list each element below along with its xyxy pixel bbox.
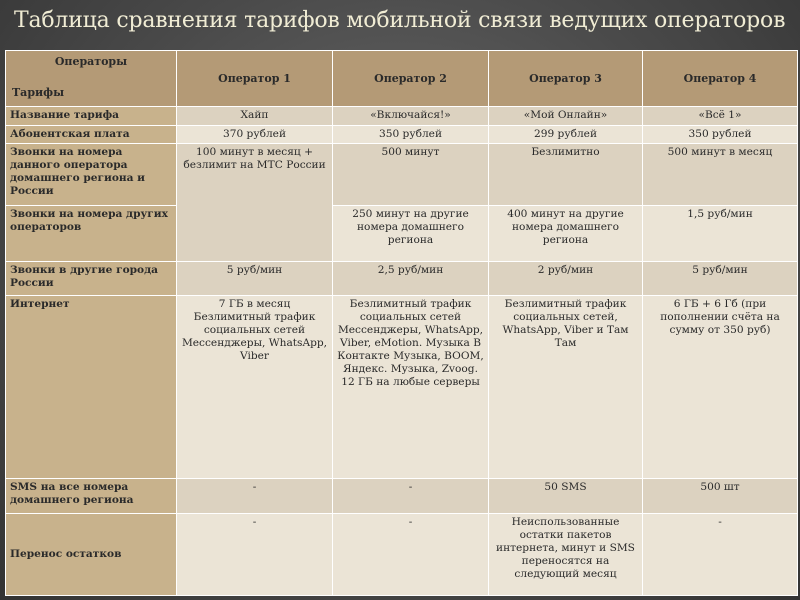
table-cell: 6 ГБ + 6 Гб (при пополнении счёта на сумму от 350 руб) — [643, 296, 798, 479]
page-title: Таблица сравнения тарифов мобильной связи ведущих операторов — [14, 8, 786, 33]
table-cell: 500 минут — [333, 144, 489, 206]
table-cell: «Всё 1» — [643, 107, 798, 126]
row-label: Название тарифа — [6, 107, 177, 126]
table-cell: 400 минут на другие номера домашнего региона — [489, 206, 643, 262]
table-cell: Неиспользованные остатки пакетов интернета, минут и SMS переносятся на следующий месяц — [489, 514, 643, 596]
tariffs-label: Тарифы — [12, 86, 65, 99]
table-cell: 370 рублей — [177, 126, 333, 144]
table-cell: 7 ГБ в месяц Безлимитный трафик социальных сетей Мессенджеры, WhatsApp, Viber — [177, 296, 333, 479]
table-cell: 250 минут на другие номера домашнего региона — [333, 206, 489, 262]
operators-label: Операторы — [54, 55, 128, 68]
table-row — [6, 296, 798, 479]
table-row — [6, 107, 798, 126]
table-cell: 1,5 руб/мин — [643, 206, 798, 262]
table-cell: - — [333, 479, 489, 514]
table-cell: - — [333, 514, 489, 596]
table-cell: 2 руб/мин — [489, 262, 643, 296]
table-cell: 5 руб/мин — [177, 262, 333, 296]
table-cell: 350 рублей — [333, 126, 489, 144]
row-label: Абонентская плата — [6, 126, 177, 144]
table-cell: 5 руб/мин — [643, 262, 798, 296]
table-row — [6, 126, 798, 144]
row-label: Перенос остатков — [6, 514, 177, 596]
operator-header: Оператор 4 — [643, 51, 798, 107]
row-label: Звонки на номера других операторов — [6, 206, 177, 262]
table-cell: - — [177, 479, 333, 514]
row-label: Звонки на номера данного оператора домашнего региона и России — [6, 144, 177, 206]
table-cell: - — [643, 514, 798, 596]
tariff-comparison-table — [5, 50, 798, 596]
corner-cell — [6, 51, 177, 107]
table-cell: 2,5 руб/мин — [333, 262, 489, 296]
table-header-row — [6, 51, 798, 107]
table-cell: Безлимитно — [489, 144, 643, 206]
table-cell: Безлимитный трафик социальных сетей Мессенджеры, WhatsApp, Viber, eMotion. Музыка В Контакте Музыка, BOOM, Яндекс. Музыка, Zvoog. 12 ГБ на любые серверы — [333, 296, 489, 479]
table-cell: - — [177, 514, 333, 596]
table-row — [6, 514, 798, 596]
table-row — [6, 144, 798, 206]
table-cell: 350 рублей — [643, 126, 798, 144]
table-cell: 100 минут в месяц + безлимит на МТС России — [177, 144, 333, 262]
operator-header: Оператор 1 — [177, 51, 333, 107]
table-cell: 500 шт — [643, 479, 798, 514]
table-cell: «Включайся!» — [333, 107, 489, 126]
table-cell: 50 SMS — [489, 479, 643, 514]
row-label: SMS на все номера домашнего региона — [6, 479, 177, 514]
operator-header: Оператор 3 — [489, 51, 643, 107]
table-cell: 299 рублей — [489, 126, 643, 144]
table-cell: Безлимитный трафик социальных сетей, WhatsApp, Viber и Там Там — [489, 296, 643, 479]
table-cell: 500 минут в месяц — [643, 144, 798, 206]
table-row — [6, 206, 798, 262]
table-row — [6, 262, 798, 296]
table-row — [6, 479, 798, 514]
table-cell: Хайп — [177, 107, 333, 126]
table-cell: «Мой Онлайн» — [489, 107, 643, 126]
row-label: Звонки в другие города России — [6, 262, 177, 296]
operator-header: Оператор 2 — [333, 51, 489, 107]
row-label: Интернет — [6, 296, 177, 479]
